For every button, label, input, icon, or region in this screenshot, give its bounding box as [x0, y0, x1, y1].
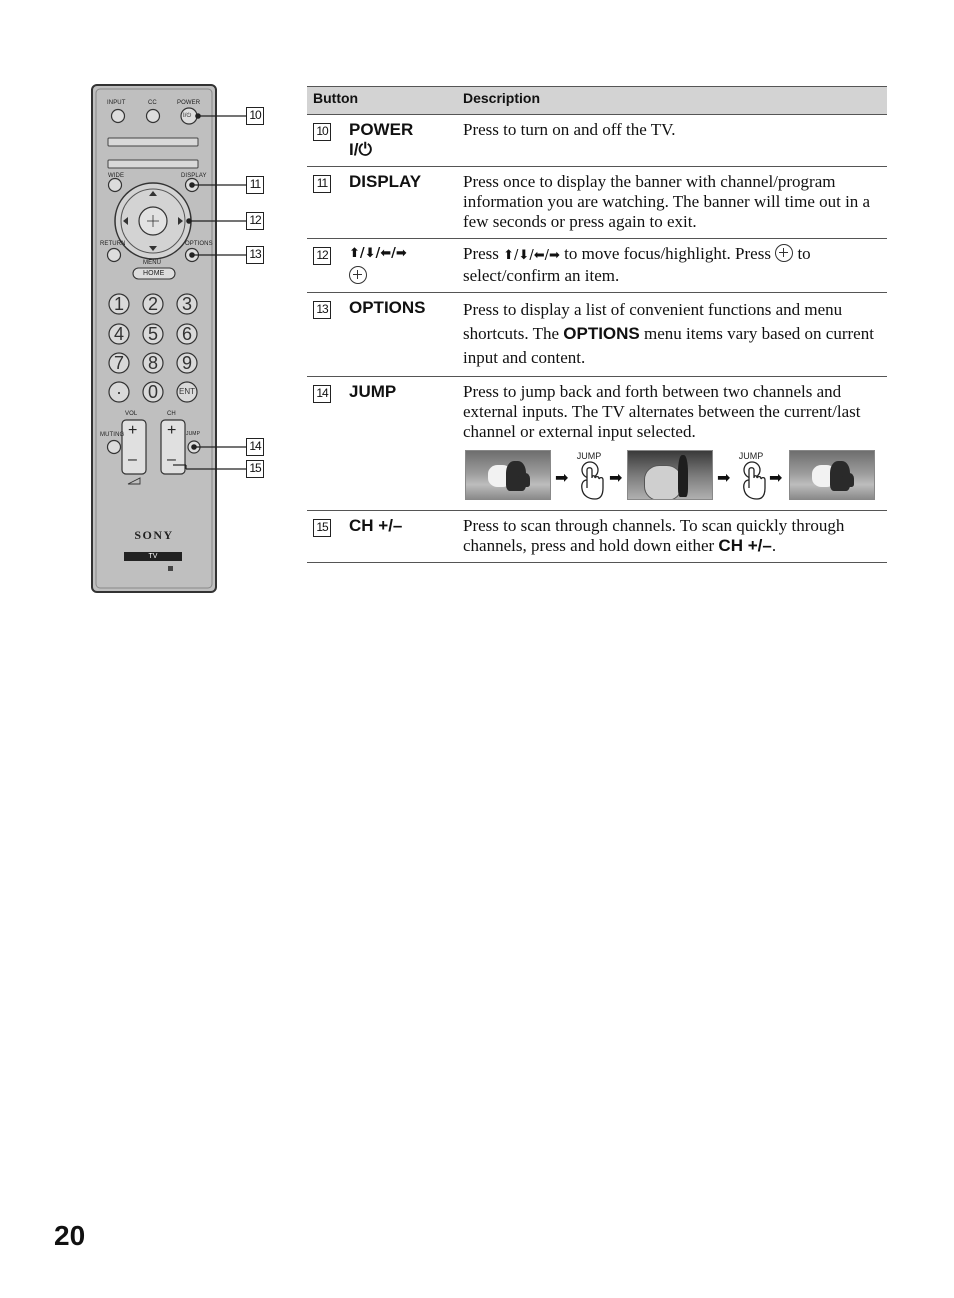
cc-label: CC	[148, 100, 157, 106]
channel-a-thumbnail	[789, 450, 875, 500]
number-7: 7	[113, 353, 124, 373]
power-symbol-text: I/⏻	[349, 140, 372, 159]
button-name: JUMP	[343, 377, 457, 511]
vol-plus: +	[128, 422, 138, 439]
desc-text-a: Press to display a list of convenient functions and menu shortcuts. The	[463, 300, 843, 343]
display-label: DISPLAY	[181, 173, 207, 179]
row-number: 12	[313, 247, 331, 265]
row-description	[457, 293, 887, 377]
select-center-icon	[775, 244, 793, 262]
finger-press-icon	[579, 458, 605, 500]
ch-minus: –	[167, 451, 176, 468]
ch-plus: +	[167, 422, 177, 439]
table-row	[307, 511, 887, 563]
wide-label: WIDE	[108, 173, 125, 179]
row-description	[457, 511, 887, 563]
return-label: RETURN	[100, 241, 126, 247]
row-description	[457, 239, 887, 293]
number-0: 0	[147, 382, 158, 402]
jump-sequence-illustration	[463, 450, 881, 504]
remote-control-illustration	[86, 80, 276, 600]
button-description-table	[307, 86, 887, 563]
number-8: 8	[147, 353, 158, 373]
table-row	[307, 377, 887, 511]
callout-14: 14	[246, 438, 264, 456]
header-description: Description	[457, 87, 887, 115]
sequence-arrow-icon: ➡	[555, 468, 569, 487]
table-header-row	[307, 87, 887, 115]
desc-end-text: to select/confirm an item.	[463, 244, 811, 285]
number-5: 5	[147, 324, 158, 344]
desc-press-text: Press	[463, 244, 499, 263]
callout-12: 12	[246, 212, 264, 230]
callout-13: 13	[246, 246, 264, 264]
row-number: 14	[313, 385, 331, 403]
desc-text-b: menu items vary based on current input and content.	[463, 324, 874, 367]
home-label: HOME	[143, 270, 165, 277]
button-name: POWER	[349, 120, 414, 139]
sony-logo: SONY	[134, 528, 174, 542]
jump-caption: JUMP	[738, 451, 764, 461]
jump-caption: JUMP	[576, 451, 602, 461]
callout-10: 10	[246, 107, 264, 125]
callout-11: 11	[246, 176, 264, 194]
number-9: 9	[181, 353, 192, 373]
arrow-buttons-name: ⬆/⬇/⬅/➡	[349, 246, 407, 261]
power-symbol: I/⏻	[183, 113, 192, 119]
sequence-arrow-icon: ➡	[609, 468, 623, 487]
callout-15: 15	[246, 460, 264, 478]
row-description: Press once to display the banner with channel/program information you are watching. The banner will time out in a few seconds or press again to exit.	[457, 167, 887, 239]
sequence-arrow-icon: ➡	[769, 468, 783, 487]
number-6: 6	[181, 324, 192, 344]
channel-a-thumbnail	[465, 450, 551, 500]
desc-bold-ch: CH +/–	[718, 536, 772, 555]
finger-press-icon	[741, 458, 767, 500]
options-label: OPTIONS	[185, 241, 213, 247]
row-number: 13	[313, 301, 331, 319]
vol-minus: –	[128, 451, 137, 468]
button-name: DISPLAY	[343, 167, 457, 239]
number-1: 1	[113, 294, 124, 314]
table-row	[307, 239, 887, 293]
desc-bold-options: OPTIONS	[563, 324, 640, 343]
desc-arrows-icon: ⬆/⬇/⬅/➡	[503, 248, 560, 263]
number-3: 3	[181, 294, 192, 314]
input-label: INPUT	[107, 100, 126, 106]
vol-label: VOL	[125, 411, 138, 417]
dot-button-label: ·	[116, 382, 122, 402]
row-number: 11	[313, 175, 331, 193]
desc-mid-text: to move focus/highlight. Press	[564, 244, 771, 263]
ch-label: CH	[167, 411, 176, 417]
table-row	[307, 293, 887, 377]
table-row	[307, 167, 887, 239]
button-name: OPTIONS	[343, 293, 457, 377]
sequence-arrow-icon: ➡	[717, 468, 731, 487]
jump-label: JUMP	[186, 431, 201, 437]
power-label: POWER	[177, 100, 201, 106]
row-description: Press to turn on and off the TV.	[457, 115, 887, 167]
jump-description-text: Press to jump back and forth between two channels and external inputs. The TV alternates between the current/last channel or external input selected.	[463, 382, 861, 441]
channel-b-thumbnail	[627, 450, 713, 500]
row-description	[457, 377, 887, 511]
desc-text-a: Press to scan through channels. To scan quickly through channels, press and hold down either	[463, 516, 845, 555]
ent-label: ENT	[179, 387, 195, 396]
number-4: 4	[113, 324, 124, 344]
muting-label: MUTING	[100, 432, 125, 438]
button-name: CH +/–	[343, 511, 457, 563]
menu-label: MENU	[143, 260, 162, 266]
row-number: 15	[313, 519, 331, 537]
desc-text-b: .	[771, 536, 777, 555]
page-number: 20	[54, 1220, 86, 1251]
table-row	[307, 115, 887, 167]
number-2: 2	[147, 294, 158, 314]
row-number: 10	[313, 123, 331, 141]
header-button: Button	[307, 87, 457, 115]
select-center-icon	[349, 266, 367, 284]
tv-badge: TV	[124, 552, 182, 561]
